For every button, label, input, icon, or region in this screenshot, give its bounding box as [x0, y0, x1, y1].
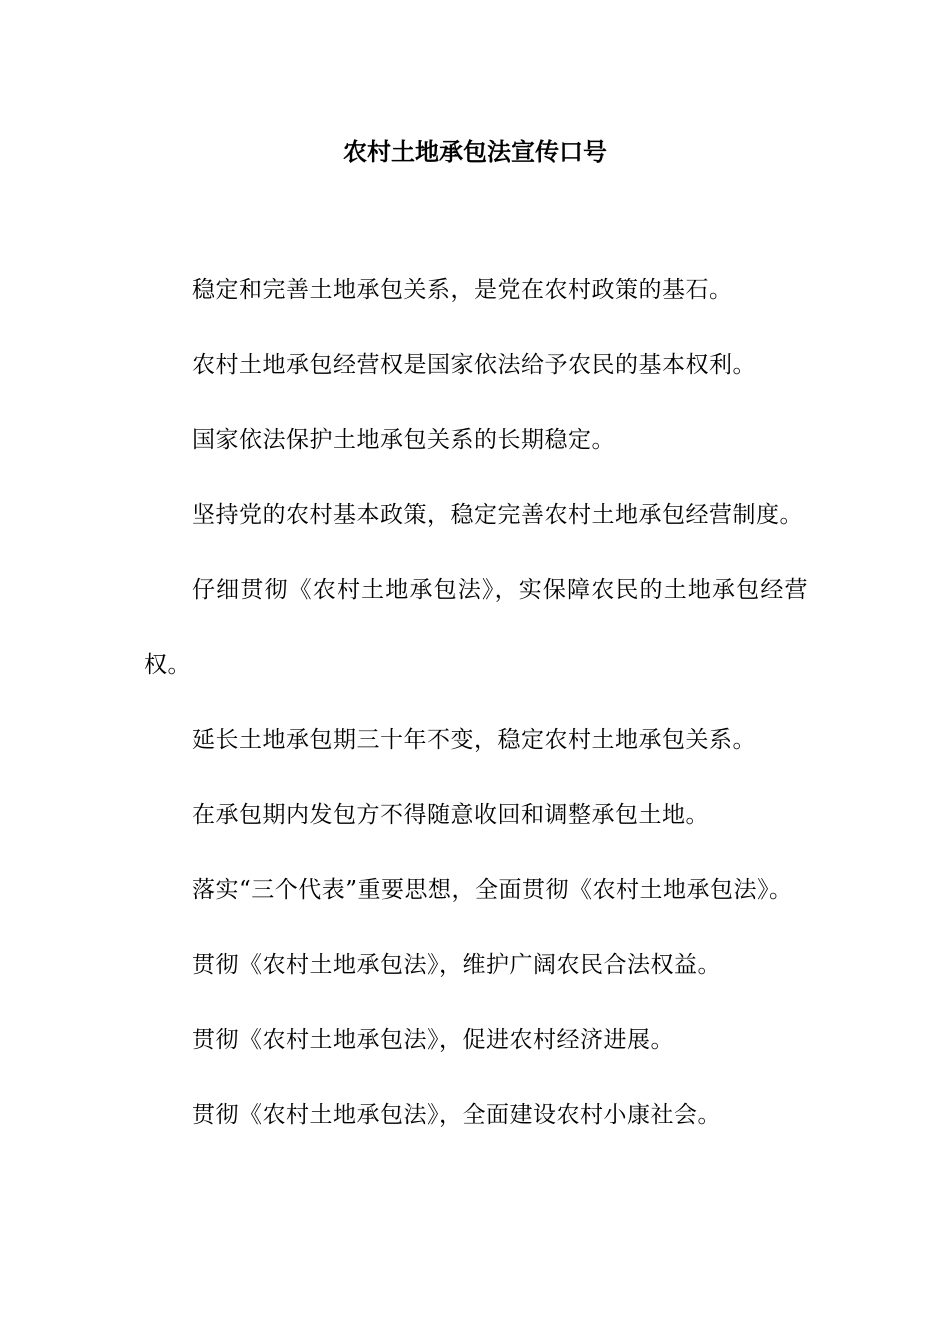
slogan-paragraph: 落实“三个代表”重要思想，全面贯彻《农村土地承包法》。 [192, 877, 793, 903]
slogan-paragraph: 国家依法保护土地承包关系的长期稳定。 [192, 427, 615, 453]
slogan-paragraph: 贯彻《农村土地承包法》，促进农村经济进展。 [192, 1027, 674, 1053]
slogan-paragraph: 贯彻《农村土地承包法》，维护广阔农民合法权益。 [192, 952, 721, 978]
slogan-paragraph: 坚持党的农村基本政策，稳定完善农村土地承包经营制度。 [192, 502, 803, 528]
slogan-paragraph: 贯彻《农村土地承包法》，全面建设农村小康社会。 [192, 1102, 721, 1128]
document-title: 农村土地承包法宣传口号 [343, 137, 607, 166]
slogan-paragraph: 仔细贯彻《农村土地承包法》，实保障农民的土地承包经营权。 [144, 577, 808, 678]
slogan-paragraph: 在承包期内发包方不得随意收回和调整承包土地。 [192, 802, 709, 828]
slogan-paragraph: 延长土地承包期三十年不变，稳定农村土地承包关系。 [192, 727, 756, 753]
slogan-list [144, 253, 808, 1153]
slogan-paragraph: 稳定和完善土地承包关系，是党在农村政策的基石。 [192, 277, 733, 303]
slogan-paragraph: 农村土地承包经营权是国家依法给予农民的基本权利。 [192, 352, 756, 378]
